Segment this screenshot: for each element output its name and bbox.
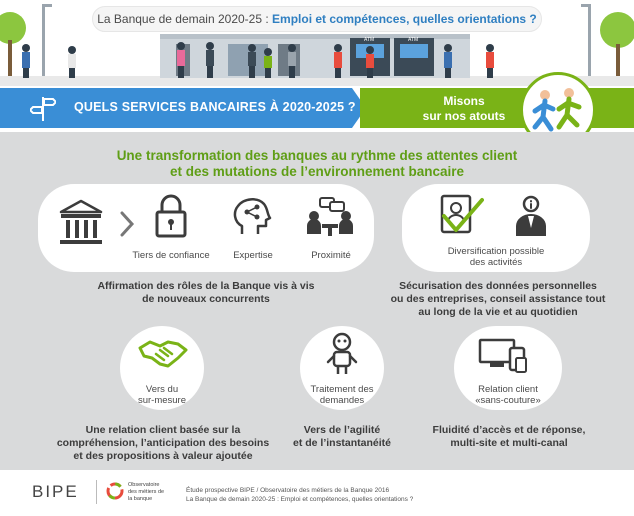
observatoire-logo-text <box>128 482 172 503</box>
atm-label: ATM <box>364 37 375 43</box>
header-illustration <box>0 0 634 86</box>
agilite-caption-line2: et de l’instantanéité <box>292 437 392 449</box>
fluidite-caption <box>420 424 598 450</box>
bipe-logo: BIPE <box>32 482 79 501</box>
traitement-label-line2: demandes <box>319 395 365 406</box>
sur-mesure-label <box>124 384 200 406</box>
sur-mesure-label-line1: Vers du <box>145 384 179 395</box>
padlock-icon <box>154 194 188 240</box>
obs-line1: Observatoire <box>128 482 160 488</box>
page-title-part1: La Banque de demain 2020-25 : <box>97 12 269 26</box>
page-title <box>92 6 542 32</box>
robot-icon <box>326 332 358 376</box>
footer-divider <box>96 480 97 504</box>
footer-credits-line1: Étude prospective BIPE / Observatoire des métiers de la Banque 2016 <box>186 487 390 494</box>
diversification-label-line2: des activités <box>469 257 523 268</box>
footer-credits <box>186 486 413 504</box>
advisor-icon <box>514 194 548 238</box>
banner-atouts <box>412 94 516 124</box>
sans-couture-label <box>462 384 554 406</box>
bank-icon <box>58 198 104 248</box>
obs-line3: la banque <box>128 496 153 502</box>
relation-client-caption-line3: et des propositions à valeur ajoutée <box>73 450 253 462</box>
banner-atouts-line1: Misons <box>443 94 485 108</box>
relation-client-caption-line2: compréhension, l’anticipation des besoins <box>56 437 270 449</box>
fluidite-caption-line2: multi-site et multi-canal <box>450 437 568 449</box>
securisation-caption-line2: ou des entreprises, conseil assistance tout <box>390 293 606 305</box>
securisation-caption <box>382 280 614 319</box>
sur-mesure-label-line2: sur-mesure <box>137 395 187 406</box>
atm-label: ATM <box>408 37 419 43</box>
roles-caption-line2: de nouveaux concurrents <box>142 293 270 305</box>
fluidite-caption-line1: Fluidité d’accès et de réponse, <box>432 424 586 436</box>
relation-client-caption <box>56 424 270 463</box>
signpost-icon <box>30 94 56 122</box>
sans-couture-label-line2: «sans-couture» <box>475 395 541 406</box>
footer-credits-line2: La Banque de demain 2020-25 : Emploi et compétences, quelles orientations ? <box>186 496 414 503</box>
item-label-proximite: Proximité <box>311 250 351 261</box>
traitement-label-line1: Traitement des <box>310 384 374 395</box>
securisation-caption-line3: au long de la vie et au quotidien <box>418 306 578 318</box>
subtitle-line1: Une transformation des banques au rythme des attentes client <box>116 148 518 163</box>
observatoire-logo-icon <box>106 482 124 500</box>
agilite-caption-line1: Vers de l’agilité <box>303 424 381 436</box>
sans-couture-label-line1: Relation client <box>478 384 538 395</box>
id-card-check-icon <box>438 192 484 240</box>
diversification-label <box>428 246 564 268</box>
meeting-icon <box>304 196 356 238</box>
devices-icon <box>478 338 528 374</box>
banner-title: QUELS SERVICES BANCAIRES À 2020-2025 ? <box>74 100 356 114</box>
arrow-right-icon <box>118 210 136 238</box>
item-label-expertise: Expertise <box>233 250 273 261</box>
agilite-caption <box>280 424 404 450</box>
handshake-icon <box>138 336 188 370</box>
page-title-part2: Emploi et compétences, quelles orientations ? <box>272 12 537 26</box>
diversification-label-line1: Diversification possible <box>447 246 545 257</box>
subtitle-line2: et des mutations de l’environnement bancaire <box>169 164 465 179</box>
banner-atouts-line2: sur nos atouts <box>422 109 506 123</box>
securisation-caption-line1: Sécurisation des données personnelles <box>399 280 597 292</box>
relation-client-caption-line1: Une relation client basée sur la <box>85 424 241 436</box>
obs-line2: des métiers de <box>128 489 165 495</box>
brain-icon <box>230 194 272 238</box>
section-subtitle <box>0 148 634 180</box>
traitement-label <box>302 384 382 406</box>
roles-caption-line1: Affirmation des rôles de la Banque vis à vis <box>97 280 315 292</box>
roles-caption <box>56 280 356 306</box>
item-label-tiers: Tiers de confiance <box>132 250 210 261</box>
